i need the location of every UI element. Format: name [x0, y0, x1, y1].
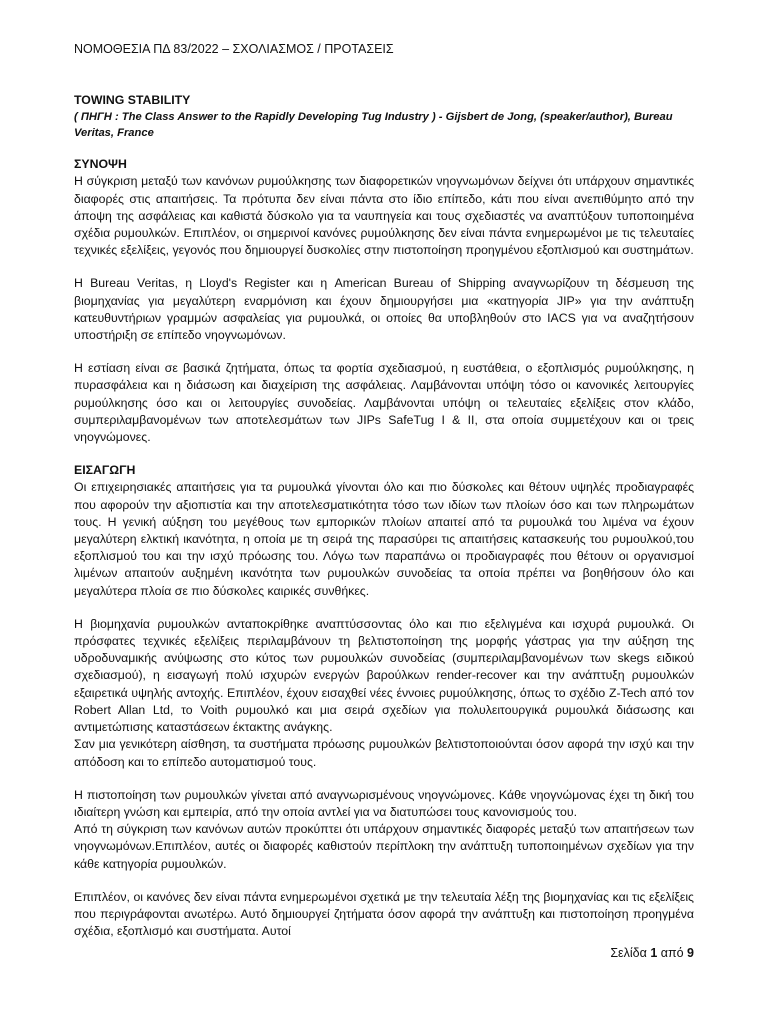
paragraph: Η Bureau Veritas, η Lloyd's Register και η American Bureau of Shipping αναγνωρίζουν τη δέσμευση της βιομηχανίας για μεγαλύτερη εναρμόνιση και έχουν δημιουργήσει μια «κατηγορία JIP» για την ανάπτυξη κατευθυντήριων γραμμών ασφαλείας για ρυμουλκά, οι οποίες θα υποβληθούν στο IACS για να αναζητήσουν υποστήριξη σε επίπεδο νηογνωμόνων. [74, 276, 694, 343]
paragraph: Η σύγκριση μεταξύ των κανόνων ρυμούλκησης των διαφορετικών νηογνωμόνων δείχνει ότι υπάρχουν σημαντικές διαφορές στις απαιτήσεις. Τα πρότυπα δεν είναι πάντα στο ίδιο επίπεδο, κάτι που είναι ανεπιθύμητο από την άποψη της ασφάλειας και καθιστά δύσκολο για τα ναυπηγεία και τους σχεδιαστές να αναπτύξουν τυποποιημένα σχέδια ρυμουλκών. Επιπλέον, οι σημερινοί κανόνες ρυμούλκησης δεν είναι πάντα ενημερωμένοι με τις τελευταίες τεχνικές εξελίξεις, γεγονός που δημιουργεί δυσκολίες στην πιστοποίηση προηγμένου εξοπλισμού και συστημάτων. [74, 174, 694, 258]
section-heading-introduction: ΕΙΣΑΓΩΓΗ [74, 463, 136, 478]
document-body [74, 92, 694, 956]
page-word: Σελίδα [610, 946, 647, 960]
paragraph: Επιπλέον, οι κανόνες δεν είναι πάντα ενημερωμένοι σχετικά με την τελευταία λέξη της βιομηχανίας και τις εξελίξεις που περιγράφονται ανωτέρω. Αυτό δημιουργεί ζητήματα όσον αφορά την ανάπτυξη και πιστοποίηση προηγμένα σχέδια, εξοπλισμό και συστήματα. Αυτοί [74, 889, 694, 939]
total-pages: 9 [687, 946, 694, 960]
page-header: ΝΟΜΟΘΕΣΙΑ ΠΔ 83/2022 – ΣΧΟΛΙΑΣΜΟΣ / ΠΡΟΤΑΣΕΙΣ [74, 42, 394, 56]
paragraph: Σαν μια γενικότερη αίσθηση, τα συστήματα πρόωσης ρυμουλκών βελτιστοποιούνται όσον αφορά την ισχύ και την απόδοση και το επίπεδο αυτοματισμού τους. [74, 737, 694, 769]
document-title: TOWING STABILITY [74, 93, 191, 107]
paragraph: Η πιστοποίηση των ρυμουλκών γίνεται από αναγνωρισμένους νηογνώμονες. Κάθε νηογνώμονας έχει τη δική του ιδιαίτερη γνώση και εμπειρία, από την οποία αντλεί για να διατυπώσει τους κανονισμούς του. [74, 787, 694, 819]
paragraph: Οι επιχειρησιακές απαιτήσεις για τα ρυμουλκά γίνονται όλο και πιο δύσκολες και θέτουν υψηλές προδιαγραφές που αφορούν την αξιοπιστία και την αποτελεσματικότητα τόσο των ιδίων των πλοίων όσο και των πληρωμάτων τους. Η γενική αύξηση του μεγέθους των εμπορικών πλοίων απαιτεί από τα ρυμουλκά του λιμένα να έχουν μεγαλύτερη ελκτική ικανότητα, η οποία με τη σειρά της παρασύρει τις απαιτήσεις κατασκευής του ρυμουλκού,του εξοπλισμού του και την ισχύ πρόωσης του. Λόγω των παραπάνω οι προδιαγραφές που θέτουν οι οργανισμοί λιμένων απαιτούν αυξημένη ικανότητα των ρυμουλκών συνοδείας τα οποία πρέπει να βοηθήσουν όλο και μεγαλύτερα πλοία σε πιο δύσκολες καιρικές συνθήκες. [74, 480, 694, 598]
paragraph: Η εστίαση είναι σε βασικά ζητήματα, όπως τα φορτία σχεδιασμού, η ευστάθεια, ο εξοπλισμός ρυμούλκησης, η πυρασφάλεια και η διάσωση και διαχείριση της ασφάλειας. Λαμβάνονται υπόψη τόσο οι κανονικές λειτουργίες ρυμούλκησης όσο και οι λειτουργίες συνοδείας. Λαμβάνονται υπόψη οι τελευταίες εξελίξεις στον κλάδο, συμπεριλαμβανομένων των αποτελεσμάτων των JIPs SafeTug I & II, στα οποία συμμετέχουν και οι τρεις νηογνώμονες. [74, 361, 694, 445]
section-heading-synopsis: ΣΥΝΟΨΗ [74, 157, 127, 172]
current-page: 1 [650, 946, 658, 960]
paragraph: Η βιομηχανία ρυμουλκών ανταποκρίθηκε αναπτύσσοντας όλο και πιο εξελιγμένα και ισχυρά ρυμουλκά. Οι πρόσφατες τεχνικές εξελίξεις περιλαμβάνουν τη βελτιστοποίηση της μορφής γάστρας για την αύξηση της υδροδυναμικής ανύψωσης στο κύτος των ρυμουλκών συνοδείας (συμπεριλαμβανομένων των skegs ειδικού σχεδιασμού), η εισαγωγή πολύ ισχυρών ενεργών βαρούλκων render-recover και την ανάπτυξη ρυμουλκών εξαιρετικά υψηλής αντοχής. Επιπλέον, έχουν εισαχθεί νέες έννοιες ρυμούλκησης, όπως το σχέδιο Z-Tech από τον Robert Allan Ltd, το Voith ρυμουλκό και μια σειρά σχεδίων για πολυλειτουργικά ρυμουλκά διάσωσης και αντιμετώπισης καταστάσεων έκτακτης ανάγκης. [74, 616, 694, 735]
paragraph: Από τη σύγκριση των κανόνων αυτών προκύπτει ότι υπάρχουν σημαντικές διαφορές μεταξύ των απαιτήσεων των νηογνωμόνων.Επιπλέον, αυτές οι διαφορές καθιστούν περίπλοκη την ανάπτυξη τυποποιημένων σχεδίων για την κάθε κατηγορία ρυμουλκών. [74, 822, 694, 871]
of-word: από [660, 946, 684, 960]
source-citation: ( ΠΗΓΗ : The Class Answer to the Rapidly Developing Tug Industry ) - Gijsbert de Jong, (speaker/author), Bureau Veritas, France [74, 111, 673, 140]
page-number [610, 946, 694, 960]
